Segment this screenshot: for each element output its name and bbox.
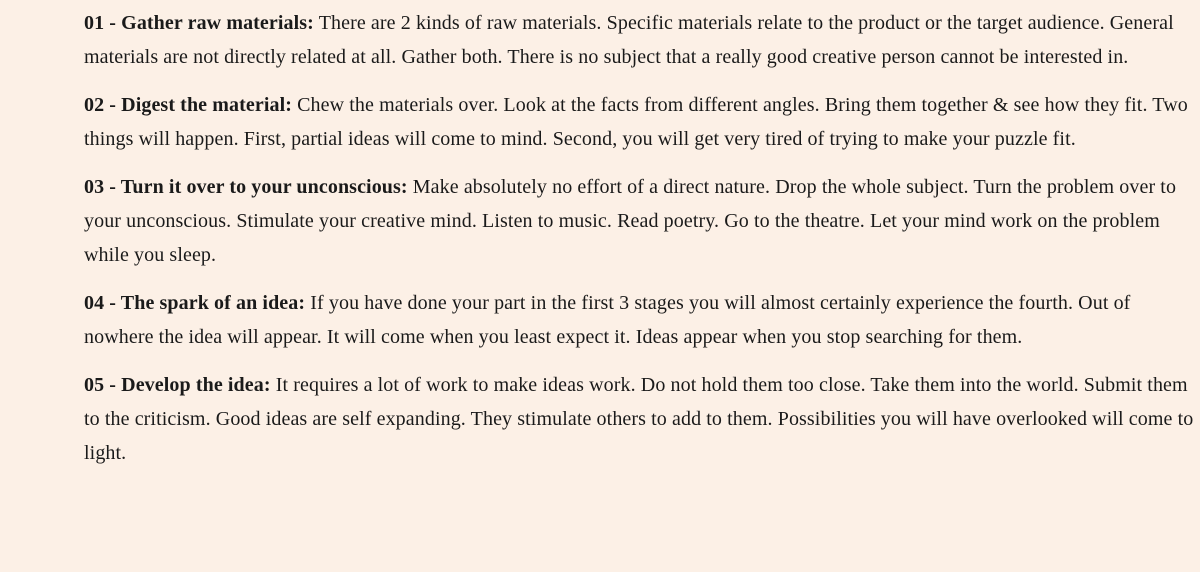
step-2-paragraph [84,88,1196,156]
step-5-title: 05 - Develop the idea: [84,374,271,396]
step-2-title: 02 - Digest the material: [84,94,292,116]
step-3-title: 03 - Turn it over to your unconscious: [84,176,408,198]
step-3-text: Make absolutely no effort of a direct nature. Drop the whole subject. Turn the problem over to your unconscious. Stimulate your creative mind. Listen to music. Read poetry. Go to the theatre. Let your mind work on the problem while you sleep. [84,176,1177,266]
step-3-paragraph [84,170,1196,272]
step-1-text: There are 2 kinds of raw materials. Specific materials relate to the product or the target audience. General materials are not directly related at all. Gather both. There is no subject that a really good creative person cannot be interested in. [84,12,1174,68]
step-5-text: It requires a lot of work to make ideas work. Do not hold them too close. Take them into the world. Submit them to the criticism. Good ideas are self expanding. They stimulate others to add to them. Possibilities you will have overlooked will come to light. [84,374,1194,464]
step-4-paragraph [84,286,1196,354]
step-4-title: 04 - The spark of an idea: [84,292,306,314]
step-1-paragraph [84,6,1196,74]
step-2-text: Chew the materials over. Look at the facts from different angles. Bring them together & see how they fit. Two things will happen. First, partial ideas will come to mind. Second, you will get very tired of trying to make your puzzle fit. [84,94,1188,150]
step-5-paragraph [84,368,1196,470]
step-4-text: If you have done your part in the first 3 stages you will almost certainly experience the fourth. Out of nowhere the idea will appear. It will come when you least expect it. Ideas appear when you stop searching for them. [84,292,1131,348]
step-1-title: 01 - Gather raw materials: [84,12,314,34]
steps-list [84,6,1196,470]
